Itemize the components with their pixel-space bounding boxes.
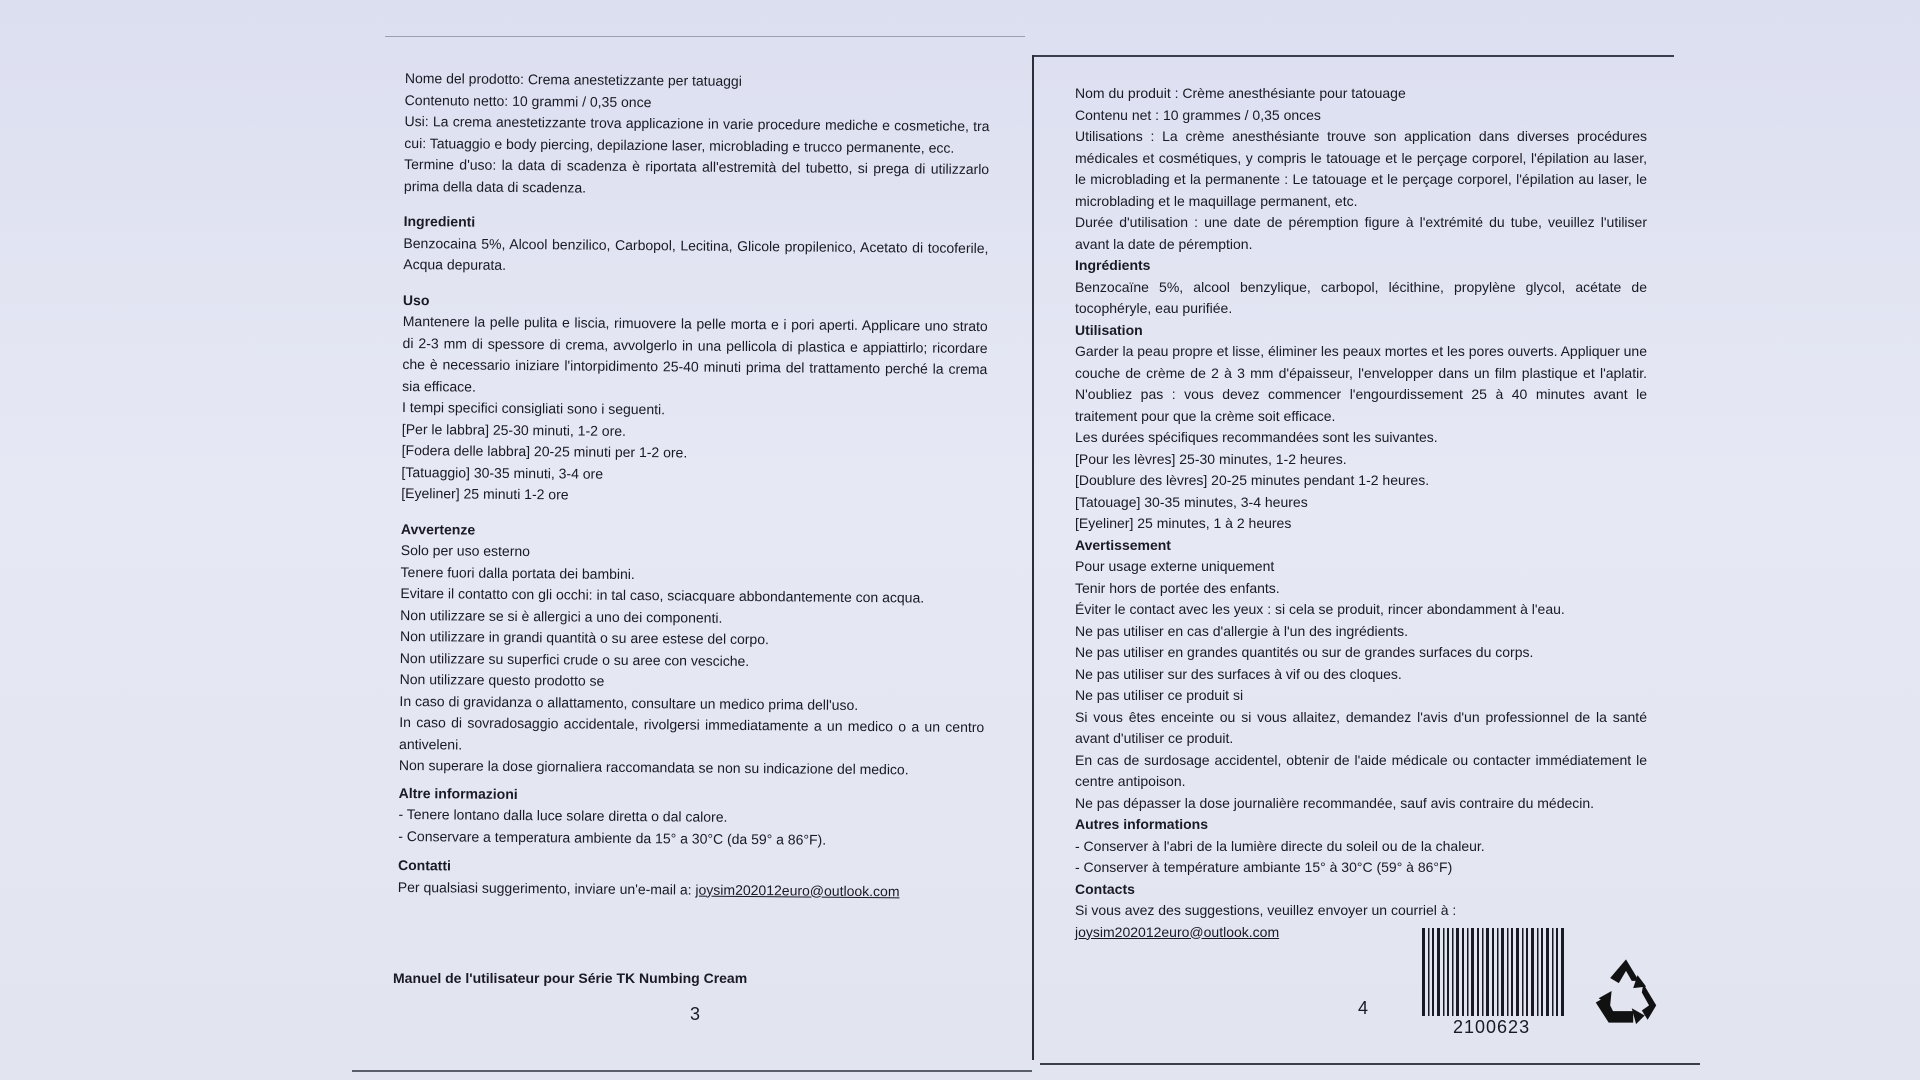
warning-line: Tenere fuori dalla portata dei bambini. bbox=[400, 563, 635, 582]
warning-line: In caso di sovradosaggio accidentale, rivolgersi immediatamente a un medico o a un centro antiveleni. bbox=[399, 713, 985, 753]
use-line: [Eyeliner] 25 minuti 1-2 ore bbox=[401, 484, 569, 503]
contacts-text: Si vous avez des suggestions, veuillez envoyer un courriel à : bbox=[1075, 902, 1457, 918]
use-line: I tempi specifici consigliati sono i seguenti. bbox=[401, 398, 666, 418]
warning-line: Evitare il contatto con gli occhi: in tal caso, sciacquare abbondantemente con acqua. bbox=[400, 584, 925, 606]
expiry-line: Durée d'utilisation : une date de péremption figure à l'extrémité du tube, veuillez l'utiliser avant la date de péremption. bbox=[1075, 214, 1647, 252]
ingredients-heading: Ingredienti bbox=[403, 212, 476, 230]
use-text: Mantenere la pelle pulita e liscia, rimuovere la pelle morta e i pori aperti. Applicare uno strato di 2-3 mm di spessore di crema, avvolgerlo in una pellicola di plastica e appiattirlo; ricordare che è necessario iniziare l'intorpidimento 25-40 minuti prima del trattamento perché la crema sia efficace. bbox=[402, 312, 988, 395]
use-line: [Tatuaggio] 30-35 minuti, 3-4 ore bbox=[401, 463, 604, 482]
page-number-left: 3 bbox=[690, 1004, 701, 1024]
ingredients-heading: Ingrédients bbox=[1075, 257, 1151, 273]
net-content-line: Contenuto netto: 10 grammi / 0,35 once bbox=[404, 91, 652, 110]
recycle-icon bbox=[1590, 955, 1662, 1027]
barcode-number: 2100623 bbox=[1453, 1017, 1531, 1037]
warnings-heading: Avvertenze bbox=[400, 520, 476, 538]
expiry-line: Termine d'uso: la data di scadenza è riportata all'estremità del tubetto, si prega di utilizzarlo prima della data di scadenza. bbox=[403, 155, 990, 196]
warning-line: Ne pas utiliser en cas d'allergie à l'un des ingrédients. bbox=[1075, 622, 1408, 639]
warning-line: Solo per uso esterno bbox=[400, 541, 531, 560]
warning-line: Ne pas utiliser ce produit si bbox=[1075, 687, 1244, 703]
page-3-italian bbox=[398, 68, 990, 903]
warning-line: Ne pas utiliser en grandes quantités ou sur de grandes surfaces du corps. bbox=[1075, 644, 1534, 660]
page-divider bbox=[1032, 55, 1034, 1060]
email-link[interactable]: joysim202012euro@outlook.com bbox=[1075, 923, 1280, 940]
other-info-heading: Altre informazioni bbox=[398, 784, 518, 802]
warning-line: Ne pas utiliser sur des surfaces à vif ou des cloques. bbox=[1075, 665, 1402, 682]
contacts-heading: Contatti bbox=[397, 856, 452, 874]
page-number-right: 4 bbox=[1358, 998, 1369, 1018]
top-rule-left bbox=[385, 36, 1025, 37]
contacts-heading: Contacts bbox=[1075, 880, 1135, 897]
use-heading: Uso bbox=[402, 291, 430, 308]
top-rule-right bbox=[1034, 55, 1674, 57]
use-line: [Tatouage] 30-35 minutes, 3-4 heures bbox=[1075, 493, 1308, 510]
email-link[interactable]: joysim202012euro@outlook.com bbox=[695, 881, 900, 899]
use-line: [Eyeliner] 25 minutes, 1 à 2 heures bbox=[1075, 515, 1292, 531]
page-4-french bbox=[1075, 83, 1647, 943]
warning-line: Non utilizzare in grandi quantità o su aree estese del corpo. bbox=[399, 627, 769, 648]
other-info-heading: Autres informations bbox=[1075, 816, 1209, 832]
use-heading: Utilisation bbox=[1075, 321, 1143, 338]
product-name-line: Nome del prodotto: Crema anestetizzante per tatuaggi bbox=[404, 69, 742, 89]
use-text: Garder la peau propre et lisse, éliminer les peaux mortes et les pores ouverts. Appliquer une couche de crème de 2 à 3 mm d'épaisseur, l'envelopper dans un film plastique et l'aplatir. N'oubliez pas : vous devez commencer l'engourdissement 25 à 40 minutes avant le traitement pour que la crème soit efficace. bbox=[1075, 343, 1647, 424]
warning-line: Non utilizzare se si è allergici a uno dei componenti. bbox=[400, 606, 723, 626]
warning-line: Pour usage externe uniquement bbox=[1075, 558, 1275, 574]
net-content-line: Contenu net : 10 grammes / 0,35 onces bbox=[1075, 106, 1321, 123]
uses-line: Usi: La crema anestetizzante trova applicazione in varie procedure mediche e cosmetiche, tra cui: Tatuaggio e body piercing, depilazione laser, microblading e trucco permanente, ecc. bbox=[404, 112, 990, 156]
use-line: Les durées spécifiques recommandées sont les suivantes. bbox=[1075, 429, 1438, 445]
contacts-line bbox=[398, 876, 983, 903]
use-line: [Fodera delle labbra] 20-25 minuti per 1-2 ore. bbox=[401, 441, 688, 461]
warning-line: Éviter le contact avec les yeux : si cela se produit, rincer abondamment à l'eau. bbox=[1075, 601, 1565, 617]
warning-line: Non utilizzare su superfici crude o su aree con vesciche. bbox=[399, 649, 750, 669]
warning-line: Non superare la dose giornaliera raccomandata se non su indicazione del medico. bbox=[398, 756, 909, 778]
other-info-line: - Tenere lontano dalla luce solare diretta o dal calore. bbox=[398, 805, 728, 825]
warning-line: Si vous êtes enceinte ou si vous allaitez, demandez l'avis d'un professionnel de la santé avant d'utiliser ce produit. bbox=[1075, 708, 1647, 746]
other-info-line: - Conserver à l'abri de la lumière directe du soleil ou de la chaleur. bbox=[1075, 837, 1485, 854]
warnings-heading: Avertissement bbox=[1075, 536, 1171, 553]
use-line: [Pour les lèvres] 25-30 minutes, 1-2 heures. bbox=[1075, 450, 1347, 467]
contacts-text: Per qualsiasi suggerimento, inviare un'e-mail a: bbox=[397, 878, 696, 898]
use-line: [Doublure des lèvres] 20-25 minutes pendant 1-2 heures. bbox=[1075, 472, 1430, 488]
warning-line: Non utilizzare questo prodotto se bbox=[399, 670, 605, 689]
product-name-line: Nom du produit : Crème anesthésiante pour tatouage bbox=[1075, 85, 1406, 101]
ingredients-text: Benzocaïne 5%, alcool benzylique, carbopol, lécithine, propylène glycol, acétate de tocophéryle, eau purifiée. bbox=[1075, 278, 1647, 316]
bottom-rule-right bbox=[1040, 1063, 1700, 1065]
other-info-line: - Conservare a temperatura ambiente da 15° a 30°C (da 59° a 86°F). bbox=[398, 827, 827, 848]
warning-line: Ne pas dépasser la dose journalière recommandée, sauf avis contraire du médecin. bbox=[1075, 794, 1595, 811]
other-info-line: - Conserver à température ambiante 15° à 30°C (59° à 86°F) bbox=[1075, 859, 1453, 875]
use-line: [Per le labbra] 25-30 minuti, 1-2 ore. bbox=[401, 420, 627, 439]
warning-line: En cas de surdosage accidentel, obtenir de l'aide médicale ou contacter immédiatement le centre antipoison. bbox=[1075, 751, 1647, 789]
warning-line: Tenir hors de portée des enfants. bbox=[1075, 579, 1280, 596]
bottom-rule-left bbox=[352, 1070, 1032, 1072]
warning-line: In caso di gravidanza o allattamento, consultare un medico prima dell'uso. bbox=[399, 692, 859, 713]
barcode-icon bbox=[1420, 928, 1566, 1016]
ingredients-text: Benzocaina 5%, Alcool benzilico, Carbopol, Lecitina, Glicole propilenico, Acetato di tocoferile, Acqua depurata. bbox=[403, 234, 989, 273]
manual-title: Manuel de l'utilisateur pour Série TK Numbing Cream bbox=[393, 970, 748, 986]
uses-line: Utilisations : La crème anesthésiante trouve son application dans diverses procédures médicales et cosmétiques, y compris le tatouage et le perçage corporel, l'épilation au laser, le microblading et la permanente : Le tatouage et le perçage corporel, l'épilation au laser, le microblading et le maquillage permanent, etc. bbox=[1075, 128, 1647, 209]
